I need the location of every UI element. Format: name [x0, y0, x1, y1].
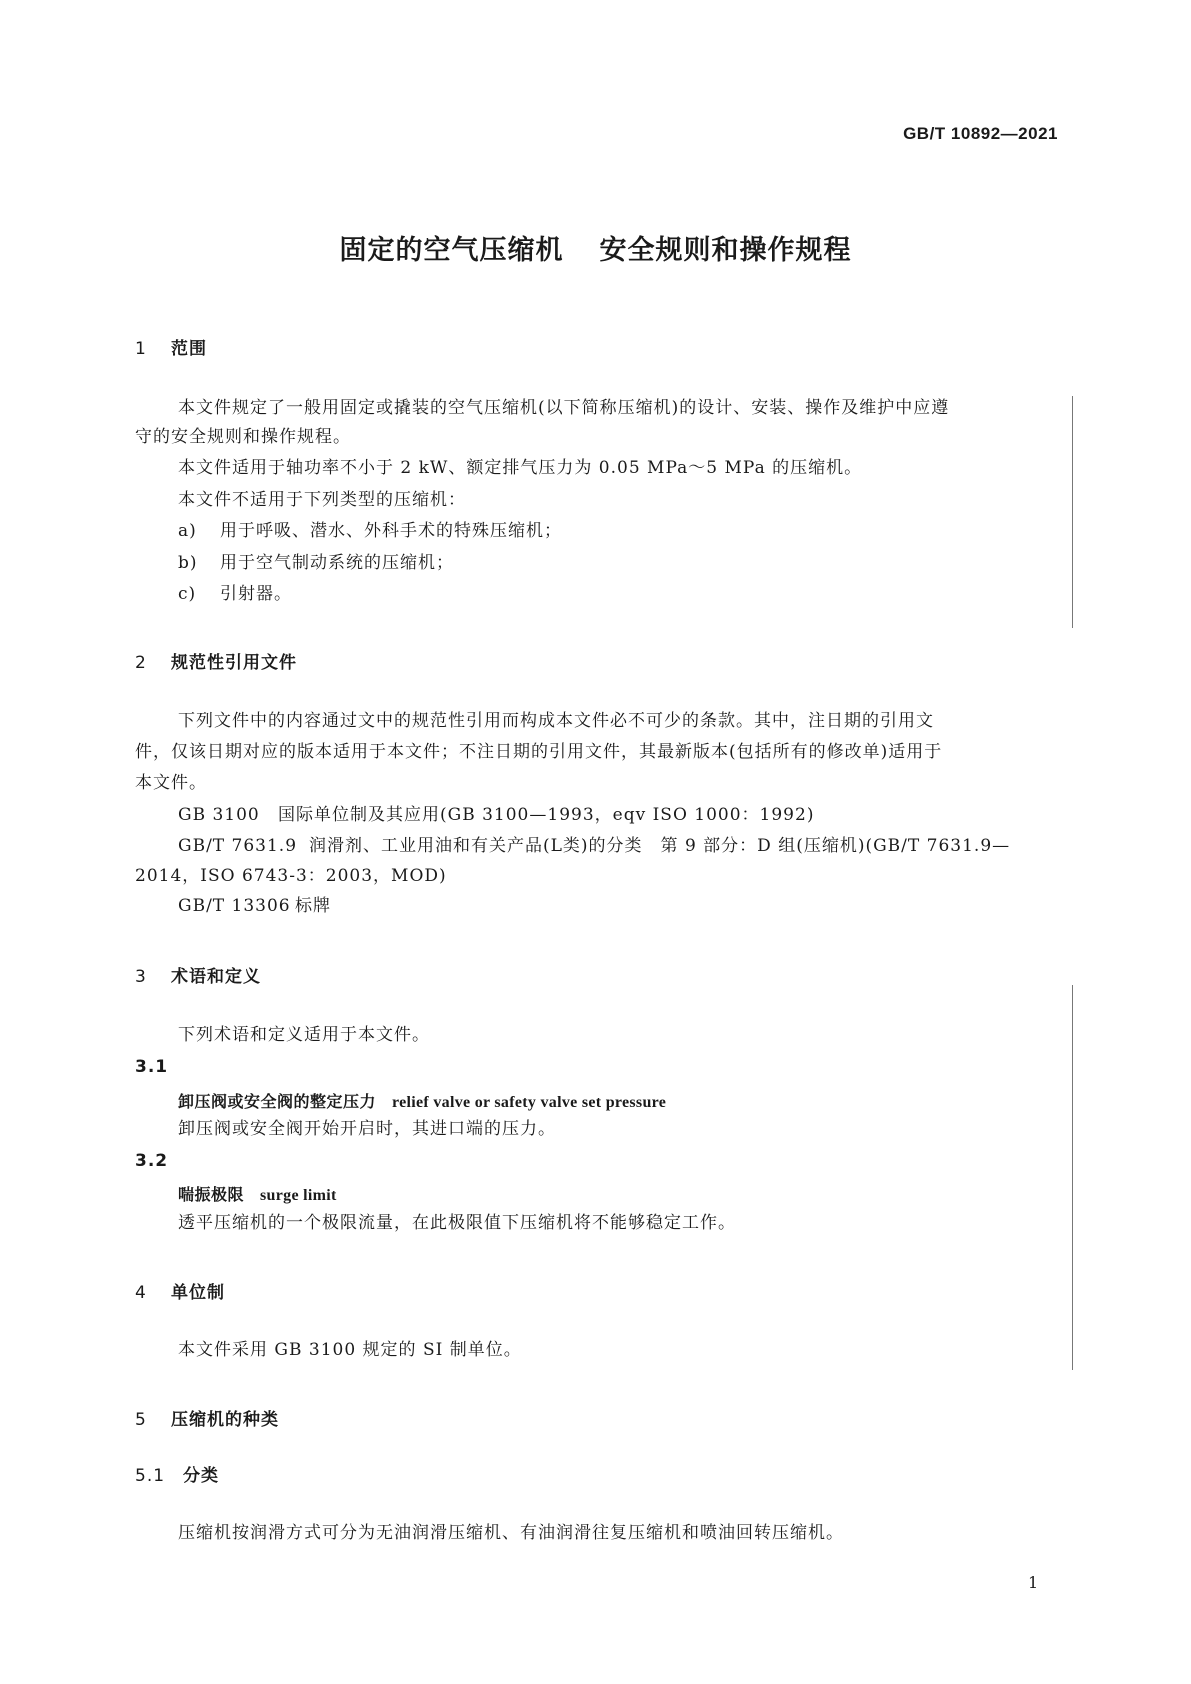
- normative-reference: [178, 836, 1010, 857]
- list-item: [178, 553, 454, 574]
- s2-para1-line1: 下列文件中的内容通过文中的规范性引用而构成本文件必不可少的条款。其中，注日期的引用文: [178, 711, 934, 731]
- subsection-number: 5.1: [135, 1466, 166, 1486]
- term-cn: 卸压阀或安全阀的整定压力: [178, 1092, 377, 1111]
- term-definition: 透平压缩机的一个极限流量，在此极限值下压缩机将不能够稳定工作。: [178, 1213, 736, 1233]
- section-2-heading: [135, 648, 297, 673]
- section-3-heading: [135, 962, 261, 987]
- list-marker: c): [178, 584, 197, 604]
- term-en: relief valve or safety valve set pressure: [392, 1094, 667, 1111]
- section-number: 2: [135, 653, 147, 673]
- change-bar: [1072, 396, 1073, 628]
- term-entry: [178, 1089, 666, 1112]
- list-item: [178, 521, 562, 542]
- page-number: 1: [1028, 1573, 1039, 1592]
- section-5-heading: [135, 1405, 279, 1430]
- s2-para1-line3: 本文件。: [135, 773, 207, 793]
- term-definition: 卸压阀或安全阀开始开启时，其进口端的压力。: [178, 1119, 556, 1139]
- ref-title: 标牌: [295, 896, 331, 916]
- ref-code: GB/T 13306: [178, 896, 291, 916]
- section-number: 3: [135, 967, 147, 987]
- document-title: [0, 228, 1191, 267]
- section-number: 5: [135, 1410, 147, 1430]
- term-entry: [178, 1182, 337, 1205]
- section-title: 单位制: [171, 1283, 225, 1303]
- ref-code: GB/T 7631.9: [178, 836, 298, 856]
- normative-reference: [178, 805, 814, 826]
- section-number: 4: [135, 1283, 147, 1303]
- list-text: 用于空气制动系统的压缩机；: [220, 553, 454, 573]
- section-number: 1: [135, 339, 147, 359]
- ref-title-continuation: 2014，ISO 6743-3：2003，MOD): [135, 866, 447, 886]
- s5-1-para: 压缩机按润滑方式可分为无油润滑压缩机、有油润滑往复压缩机和喷油回转压缩机。: [178, 1523, 844, 1543]
- term-number: 3.2: [135, 1151, 169, 1171]
- s1-para1-line1: 本文件规定了一般用固定或撬装的空气压缩机(以下简称压缩机)的设计、安装、操作及维护中应遵: [178, 398, 950, 418]
- term-en: surge limit: [260, 1187, 337, 1204]
- s3-intro: 下列术语和定义适用于本文件。: [178, 1025, 430, 1045]
- subsection-title: 分类: [183, 1466, 219, 1486]
- ref-title: 润滑剂、工业用油和有关产品(L类)的分类 第 9 部分：D 组(压缩机)(GB/T 7631.9—: [309, 836, 1011, 856]
- title-part-2: 安全规则和操作规程: [599, 235, 852, 266]
- standard-number: GB/T 10892—2021: [903, 124, 1058, 143]
- s1-para2: 本文件适用于轴功率不小于 2 kW、额定排气压力为 0.05 MPa～5 MPa 的压缩机。: [178, 458, 863, 478]
- section-title: 压缩机的种类: [171, 1410, 279, 1430]
- term-cn: 喘振极限: [178, 1185, 245, 1204]
- list-item: [178, 584, 292, 605]
- ref-title: 国际单位制及其应用(GB 3100—1993，eqv ISO 1000：1992): [278, 805, 815, 825]
- subsection-5-1-heading: [135, 1461, 219, 1486]
- list-text: 用于呼吸、潜水、外科手术的特殊压缩机；: [220, 521, 562, 541]
- normative-reference: [178, 896, 331, 917]
- section-1-heading: [135, 334, 207, 359]
- section-4-heading: [135, 1278, 225, 1303]
- list-text: 引射器。: [220, 584, 292, 604]
- s2-para1-line2: 件，仅该日期对应的版本适用于本文件；不注日期的引用文件，其最新版本(包括所有的修改单)适用于: [135, 742, 943, 762]
- s1-para3: 本文件不适用于下列类型的压缩机：: [178, 490, 466, 510]
- s1-para1-line2: 守的安全规则和操作规程。: [135, 427, 351, 447]
- term-number: 3.1: [135, 1057, 169, 1077]
- section-title: 术语和定义: [171, 967, 261, 987]
- change-bar: [1072, 985, 1073, 1370]
- list-marker: a): [178, 521, 197, 541]
- list-marker: b): [178, 553, 198, 573]
- section-title: 范围: [171, 339, 207, 359]
- title-part-1: 固定的空气压缩机: [339, 235, 564, 266]
- section-title: 规范性引用文件: [171, 653, 297, 673]
- ref-code: GB 3100: [178, 805, 260, 825]
- s4-para: 本文件采用 GB 3100 规定的 SI 制单位。: [178, 1340, 522, 1360]
